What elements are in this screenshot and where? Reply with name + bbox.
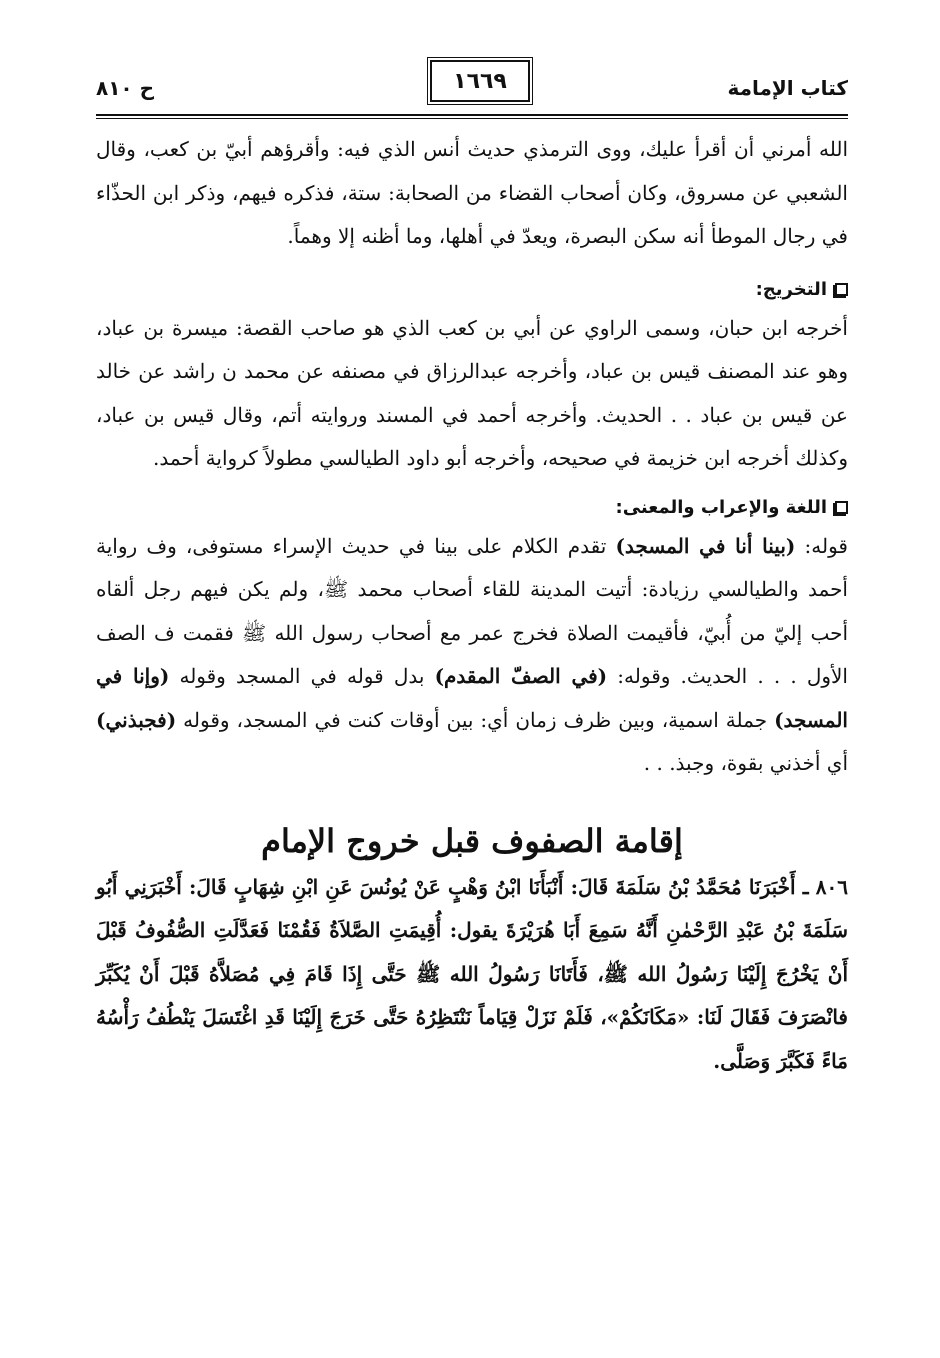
quoted-phrase: (وإنا في المسجد) (96, 664, 848, 732)
page-number: ١٦٦٩ (453, 68, 507, 94)
checkbox-bullet-icon (835, 283, 848, 296)
lugha-text-part: قوله: (795, 533, 848, 558)
lugha-text-part: أي أخذني بقوة، وجبذ. . . (643, 751, 848, 775)
book-title: كتاب الإمامة (727, 76, 848, 100)
section-heading-label: التخريج: (755, 278, 827, 300)
lugha-text-part: جملة اسمية، وبين ظرف زمان أي: بين أوقات كنت في المسجد، وقوله (176, 707, 775, 732)
header-divider-thin (96, 118, 848, 119)
lugha-text (96, 525, 848, 786)
hadith-number: ٨٠٦ ـ (802, 874, 848, 899)
quoted-phrase: (بينا أنا في المسجد) (615, 533, 796, 558)
page-number-frame (430, 60, 530, 102)
section-heading-label: اللغة والإعراب والمعنى: (615, 496, 827, 518)
page-header (96, 58, 848, 106)
hadith-body: أَخْبَرَنَا مُحَمَّدُ بْنُ سَلَمَةَ قَالَ: أَنْبَأَنَا ابْنُ وَهْبٍ عَنْ يُونُسَ عَنِ ابْنِ شِهَابٍ قَالَ: أَخْبَرَنِي أَبُو سَلَمَةَ بْنُ عَبْدِ الرَّحْمٰنِ أَنَّهُ سَمِعَ أَبَا هُرَيْرَةَ يقول: أُقِيمَتِ الصَّلاَةُ فَقُمْنَا فَعَدَّلَتِ الصُّفُوفُ قَبْلَ أَنْ يَخْرُجَ إِلَيْنَا رَسُولُ الله ﷺ، فَأَتَانَا رَسُولُ الله ﷺ حَتَّى إِذَا قَامَ فِي مُصَلاَّهُ قَبْلَ أَنْ يُكَبِّرَ فانْصَرَفَ فَقَالَ لَنَا: «مَكَانَكُمْ»، فَلَمْ نَزَلْ قِيَاماً نَنْتَظِرُهُ حَتَّى خَرَجَ إِلَيْنَا قَدِ اغْتَسَلَ يَنْطُفُ رَأْسُهُ مَاءً فَكَبَّرَ وَصَلَّى. (96, 874, 848, 1073)
header-divider (96, 114, 848, 116)
quoted-phrase: (فجبذني) (96, 707, 177, 732)
checkbox-bullet-icon (835, 501, 848, 514)
hadith-text (96, 866, 848, 1084)
lugha-text-part: تقدم الكلام على بينا في حديث الإسراء مستوفى، وف رواية أحمد والطيالسي رزيادة: أتيت المدينة للقاء أصحاب محمد ﷺ، ولم يكن فيهم رجل ألقاه أحب إليّ من أُبيّ، فأقيمت الصلاة فخرج عمر مع أصحاب رسول الله ﷺ فقمت ف الصف الأول . . . الحديث. وقوله: (96, 533, 848, 688)
quoted-phrase: (في الصفّ المقدم) (434, 664, 608, 688)
hadith-reference: ح ٨١٠ (96, 76, 155, 100)
takhrij-text: أخرجه ابن حبان، وسمى الراوي عن أبي بن كعب الذي هو صاحب القصة: ميسرة بن عباد، وهو عند المصنف قيس بن عباد، وأخرجه عبدالرزاق في مصنفه عن محمد ن راشد عن خالد عن قيس بن عباد . . الحديث. وأخرجه أحمد في المسند وروايته أتم، وقال قيس بن عباد، وكذلك أخرجه ابن خزيمة في صحيحه، وأخرجه أبو داود الطيالسي مطولاً كرواية أحمد. (96, 315, 848, 470)
lugha-text-part: بدل قوله في المسجد وقوله (169, 664, 435, 688)
chapter-title: إقامة الصفوف قبل خروج الإمام (261, 821, 683, 860)
section-heading-lugha (96, 493, 848, 523)
page-content (96, 128, 848, 1083)
paragraph-1: الله أمرني أن أقرأ عليك، ووى الترمذي حديث أنس الذي فيه: وأقرؤهم أبيّ بن كعب، وقال الشعبي عن مسروق، وكان أصحاب القضاء من الصحابة: ستة، فذكره فيهم، وذكر ابن الحذّاء في رجال الموطأ أنه سكن البصرة، ويعدّ في أهلها، وما أظنه إلا وهماً. (96, 137, 848, 248)
section-heading-takhrij (96, 275, 848, 305)
